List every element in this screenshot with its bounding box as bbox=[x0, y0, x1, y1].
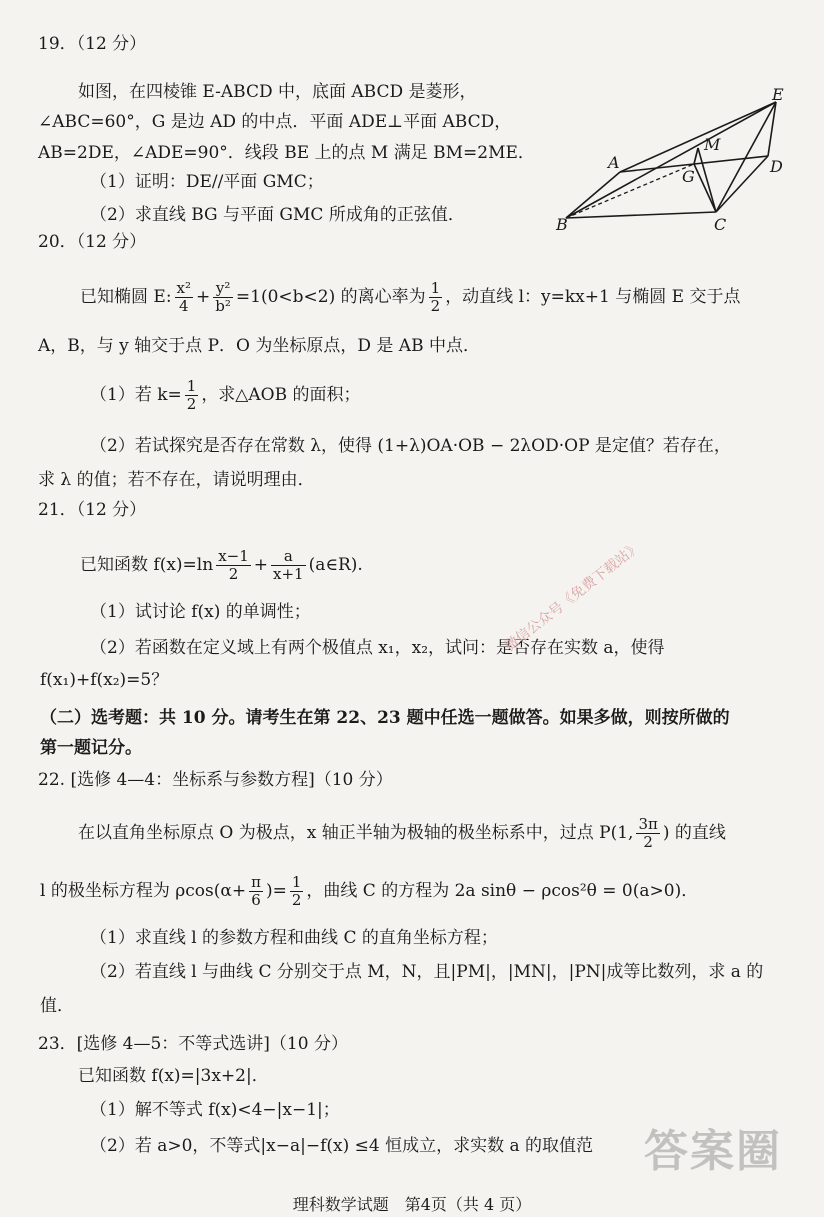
fraction-x2-4: $\frac{\text{x²}}{4}$ bbox=[176, 279, 192, 315]
label-D: D bbox=[770, 157, 783, 176]
q21-part2: （2）若函数在定义域上有两个极值点 x₁，x₂，试问：是否存在实数 a，使得 bbox=[90, 638, 665, 658]
q23-heading: 23．[选修 4—5：不等式选讲]（10 分） bbox=[38, 1034, 348, 1054]
q21-heading: 21．（12 分） bbox=[38, 500, 147, 520]
q23-line1: 已知函数 f(x)=|3x+2|． bbox=[78, 1066, 269, 1086]
q21-part1: （1）试讨论 f(x) 的单调性； bbox=[90, 602, 311, 622]
q20-heading: 20．（12 分） bbox=[38, 232, 147, 252]
q22-part1: （1）求直线 l 的参数方程和曲线 C 的直角坐标方程； bbox=[90, 928, 498, 948]
q20-part2-cont: 求 λ 的值；若不存在，请说明理由． bbox=[38, 470, 315, 490]
site-logo: 答案圈 bbox=[644, 1126, 782, 1177]
q20-part2: （2）若试探究是否存在常数 λ，使得 (1+λ)OA·OB − 2λOD·OP 是定值？若存在， bbox=[90, 436, 731, 456]
page-footer: 理科数学试题 第4页（共 4 页） bbox=[292, 1195, 532, 1214]
watermark-text: 微信公众号《免费下载站》 bbox=[501, 538, 645, 655]
q19-part1: （1）证明：DE//平面 GMC； bbox=[90, 172, 324, 192]
label-B: B bbox=[556, 215, 568, 234]
q21-line1: 已知函数 f(x)=ln $\frac{x-1}{2}$ + $\frac{a}{x+1}$ (a∈R). bbox=[80, 547, 363, 583]
q19-line3: AB=2DE，∠ADE=90°．线段 BE 上的点 M 满足 BM=2ME． bbox=[38, 143, 535, 163]
q22-heading: 22. [选修 4—4：坐标系与参数方程]（10 分） bbox=[38, 770, 393, 790]
q22-part2: （2）若直线 l 与曲线 C 分别交于点 M，N，且|PM|，|MN|，|PN|成等比数列，求 a 的 bbox=[90, 962, 764, 982]
section-note-line1: （二）选考题：共 10 分。请考生在第 22、23 题中任选一题做答。如果多做，则按所做的 bbox=[40, 708, 730, 728]
label-A: A bbox=[608, 153, 620, 172]
pyramid-figure bbox=[548, 88, 798, 238]
q23-part2: （2）若 a>0，不等式|x−a|−f(x) ≤4 恒成立，求实数 a 的取值范 bbox=[90, 1136, 594, 1156]
label-M: M bbox=[704, 135, 721, 154]
label-C: C bbox=[714, 215, 727, 234]
section-note-line2: 第一题记分。 bbox=[40, 738, 142, 758]
q23-part1: （1）解不等式 f(x)<4−|x−1|； bbox=[90, 1100, 340, 1120]
fraction-y2-b2: $\frac{\text{y²}}{\text{b²}}$ bbox=[215, 279, 231, 315]
fraction-1-2: $\frac{1}{2}$ bbox=[430, 279, 441, 315]
q19-heading: 19．（12 分） bbox=[38, 34, 147, 54]
q19-part2: （2）求直线 BG 与平面 GMC 所成角的正弦值． bbox=[90, 205, 465, 225]
q22-part2-cont: 值． bbox=[40, 996, 74, 1016]
q20-line1: 已知椭圆 E: $\frac{\text{x²}}{4}$ + $\frac{\text{y²}}{\text{b²}}$ =1(0<b<2) 的离心率为 $\frac{1}{2}$ ，动直线 l：y=kx+1 与椭圆 E 交于点 bbox=[80, 279, 741, 315]
label-E: E bbox=[772, 88, 784, 104]
q21-part2-cont: f(x₁)+f(x₂)=5？ bbox=[40, 670, 169, 690]
label-G: G bbox=[682, 167, 695, 186]
q22-line1: 在以直角坐标原点 O 为极点，x 轴正半轴为极轴的极坐标系中，过点 P(1, $\frac{3\pi}{2}$ ) 的直线 bbox=[78, 815, 726, 851]
q20-part1: （1）若 k= $\frac{1}{2}$ ，求△AOB 的面积； bbox=[90, 377, 361, 413]
q22-line2: l 的极坐标方程为 ρcos(α+ $\frac{\pi}{6}$ )= $\frac{1}{2}$ ，曲线 C 的方程为 2a sinθ − ρcos²θ = 0(a>0)． bbox=[40, 873, 699, 909]
q19-line2: ∠ABC=60°，G 是边 AD 的中点．平面 ADE⊥平面 ABCD， bbox=[38, 112, 512, 132]
q20-line2: A，B，与 y 轴交于点 P．O 为坐标原点，D 是 AB 中点． bbox=[38, 336, 480, 356]
q19-line1: 如图，在四棱锥 E-ABCD 中，底面 ABCD 是菱形， bbox=[78, 82, 477, 102]
